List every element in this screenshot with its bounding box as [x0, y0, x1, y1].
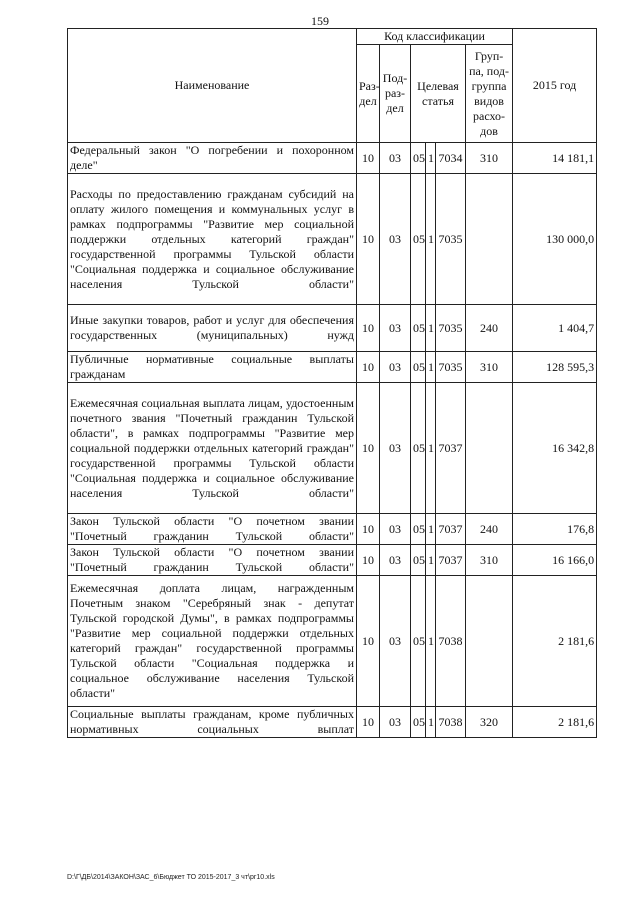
- row-name: Закон Тульской области "О почетном звании "Почетный гражданин Тульской области": [68, 545, 357, 576]
- row-razdel: 10: [357, 143, 380, 174]
- budget-table: [67, 28, 597, 738]
- table-row: [68, 514, 597, 545]
- row-expense-group: 310: [466, 143, 513, 174]
- header-podrazdel: Под-раз-дел: [380, 45, 411, 143]
- row-amount: 1 404,7: [513, 305, 597, 352]
- row-expense-group: [466, 576, 513, 707]
- table-row: [68, 305, 597, 352]
- row-article-part1: 05: [411, 383, 426, 514]
- row-article-part1: 05: [411, 352, 426, 383]
- row-expense-group: 310: [466, 352, 513, 383]
- row-article-part1: 05: [411, 545, 426, 576]
- footer-file-path: D:\Г\ДБ\2014\ЗАКОН\ЗАС_6\Бюджет ТО 2015-2017_3 чт\рг10.xls: [67, 874, 275, 881]
- row-name: Иные закупки товаров, работ и услуг для обеспечения государственных (муниципальных) нужд: [68, 305, 357, 352]
- header-article: Целевая статья: [411, 45, 466, 143]
- header-name: Наименование: [68, 29, 357, 143]
- row-name: Ежемесячная социальная выплата лицам, удостоенным почетного звания "Почетный гражданин Тульской области", в рамках подпрограммы "Развитие мер социальной поддержки отдельных категорий граждан" государственной программы Тульской области "Социальная поддержка и социальное обслуживание населения Тульской области": [68, 383, 357, 514]
- table-row: [68, 143, 597, 174]
- table-row: [68, 174, 597, 305]
- row-podrazdel: 03: [380, 174, 411, 305]
- row-podrazdel: 03: [380, 514, 411, 545]
- row-name: Расходы по предоставлению гражданам субсидий на оплату жилого помещения и коммунальных услуг в рамках подпрограммы "Развитие мер социальной поддержки отдельных категорий граждан" государственной программы Тульской области "Социальная поддержка и социальное обслуживание населения Тульской области": [68, 174, 357, 305]
- row-article-part3: 7037: [436, 383, 466, 514]
- row-podrazdel: 03: [380, 352, 411, 383]
- row-article-part2: 1: [426, 174, 436, 305]
- row-amount: 2 181,6: [513, 707, 597, 738]
- row-name: Публичные нормативные социальные выплаты гражданам: [68, 352, 357, 383]
- row-article-part1: 05: [411, 305, 426, 352]
- table-row: [68, 383, 597, 514]
- row-expense-group: [466, 174, 513, 305]
- row-expense-group: 320: [466, 707, 513, 738]
- row-article-part2: 1: [426, 576, 436, 707]
- row-expense-group: 240: [466, 305, 513, 352]
- row-article-part1: 05: [411, 143, 426, 174]
- row-expense-group: 240: [466, 514, 513, 545]
- row-article-part1: 05: [411, 174, 426, 305]
- row-razdel: 10: [357, 305, 380, 352]
- table-row: [68, 545, 597, 576]
- row-article-part3: 7038: [436, 707, 466, 738]
- row-article-part3: 7037: [436, 514, 466, 545]
- row-article-part2: 1: [426, 707, 436, 738]
- row-article-part3: 7038: [436, 576, 466, 707]
- table-row: [68, 707, 597, 738]
- header-razdel: Раз-дел: [357, 45, 380, 143]
- row-amount: 130 000,0: [513, 174, 597, 305]
- row-razdel: 10: [357, 514, 380, 545]
- row-razdel: 10: [357, 545, 380, 576]
- row-podrazdel: 03: [380, 576, 411, 707]
- row-article-part1: 05: [411, 576, 426, 707]
- row-article-part3: 7037: [436, 545, 466, 576]
- row-name: Ежемесячная доплата лицам, награжденным Почетным знаком "Серебряный знак - депутат Тульской городской Думы", в рамках подпрограммы "Развитие мер социальной поддержки отдельных категорий граждан" государственной программы Тульской области "Социальная поддержка и социальное обслуживание населения Тульской области": [68, 576, 357, 707]
- header-code-group: Код классификации: [357, 29, 513, 45]
- row-name: Федеральный закон "О погребении и похоронном деле": [68, 143, 357, 174]
- row-article-part2: 1: [426, 545, 436, 576]
- row-razdel: 10: [357, 174, 380, 305]
- row-amount: 176,8: [513, 514, 597, 545]
- row-podrazdel: 03: [380, 305, 411, 352]
- header-group: Груп-па, под-группа видов расхо-дов: [466, 45, 513, 143]
- row-podrazdel: 03: [380, 545, 411, 576]
- row-article-part3: 7034: [436, 143, 466, 174]
- row-article-part2: 1: [426, 143, 436, 174]
- row-article-part2: 1: [426, 383, 436, 514]
- row-amount: 2 181,6: [513, 576, 597, 707]
- row-article-part1: 05: [411, 514, 426, 545]
- row-razdel: 10: [357, 707, 380, 738]
- table-row: [68, 352, 597, 383]
- row-article-part3: 7035: [436, 174, 466, 305]
- row-razdel: 10: [357, 352, 380, 383]
- row-article-part2: 1: [426, 514, 436, 545]
- row-expense-group: [466, 383, 513, 514]
- page-number: 159: [311, 14, 329, 28]
- row-amount: 16 166,0: [513, 545, 597, 576]
- header-year: 2015 год: [513, 29, 597, 143]
- row-article-part3: 7035: [436, 352, 466, 383]
- row-razdel: 10: [357, 576, 380, 707]
- row-amount: 14 181,1: [513, 143, 597, 174]
- row-podrazdel: 03: [380, 383, 411, 514]
- row-amount: 16 342,8: [513, 383, 597, 514]
- row-article-part1: 05: [411, 707, 426, 738]
- row-podrazdel: 03: [380, 707, 411, 738]
- row-expense-group: 310: [466, 545, 513, 576]
- row-name: Закон Тульской области "О почетном звании "Почетный гражданин Тульской области": [68, 514, 357, 545]
- row-amount: 128 595,3: [513, 352, 597, 383]
- row-article-part2: 1: [426, 305, 436, 352]
- table-row: [68, 576, 597, 707]
- row-name: Социальные выплаты гражданам, кроме публичных нормативных социальных выплат: [68, 707, 357, 738]
- row-article-part2: 1: [426, 352, 436, 383]
- row-razdel: 10: [357, 383, 380, 514]
- row-podrazdel: 03: [380, 143, 411, 174]
- row-article-part3: 7035: [436, 305, 466, 352]
